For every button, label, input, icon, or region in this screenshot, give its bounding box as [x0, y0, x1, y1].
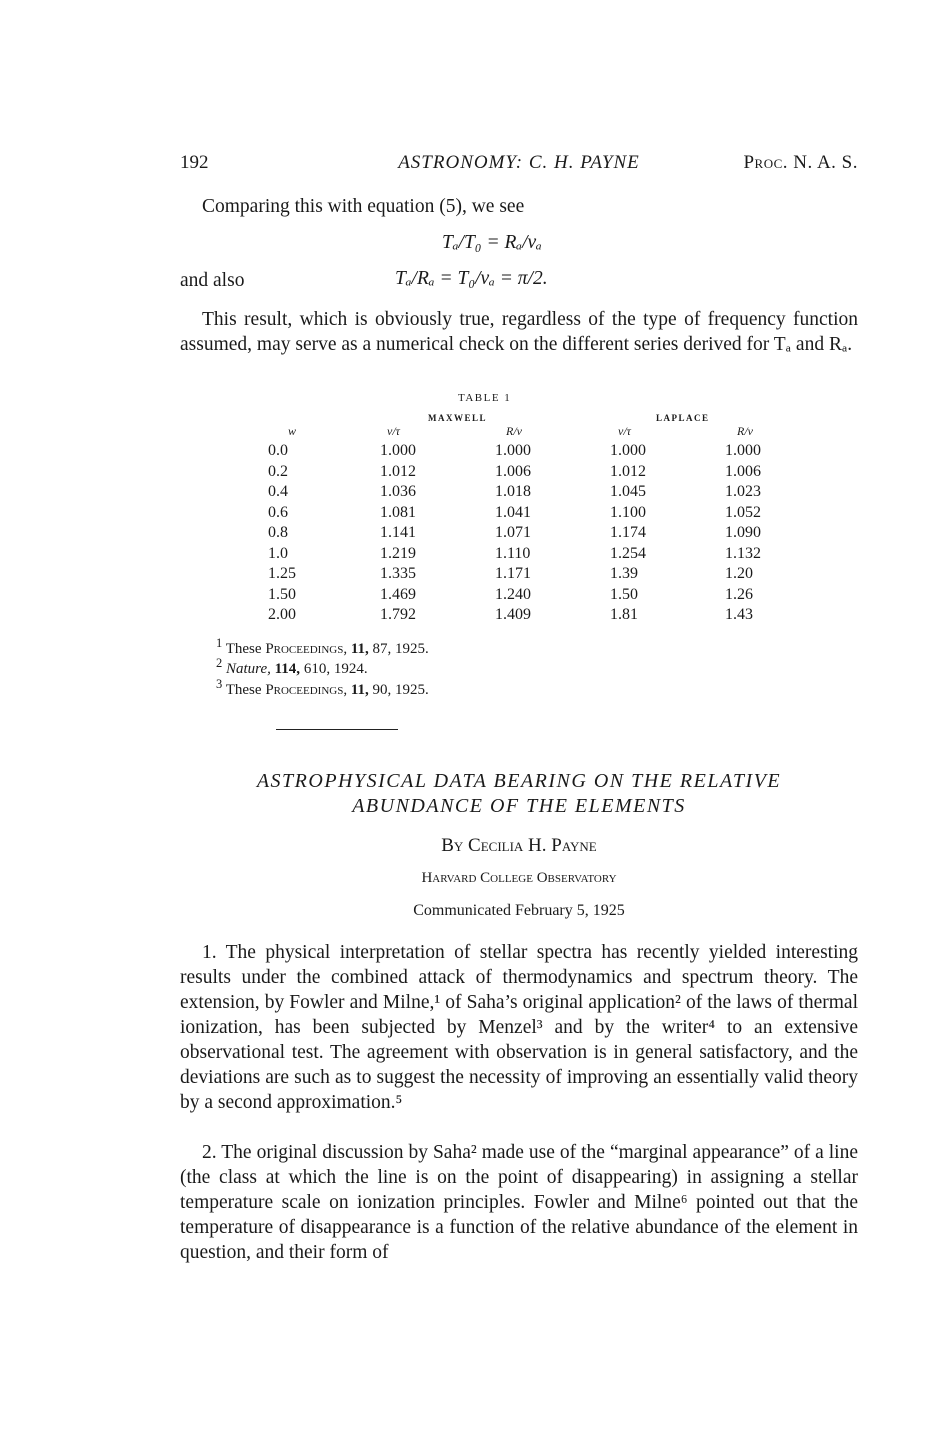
table-cell-w: 1.25	[268, 565, 296, 582]
data-table	[268, 441, 805, 626]
table-cell-lr: 1.090	[725, 524, 761, 541]
equation-2: Tₐ/Rₐ = T₀/vₐ = π/2.	[395, 268, 548, 289]
table-cell-mv: 1.219	[380, 544, 416, 562]
equation-1: Tₐ/T₀ = Rₐ/vₐ	[442, 232, 542, 253]
table-cell-mv: 1.081	[380, 503, 416, 521]
page-number: 192	[180, 152, 209, 173]
table-row	[268, 564, 805, 585]
table-row	[268, 544, 805, 565]
table-cell-w: 0.8	[268, 524, 288, 541]
footnote-2: $^2$ Nature, 114, 610, 1924.	[216, 656, 368, 677]
paragraph-2: 2. The original discussion by Saha² made use of the “marginal appearance” of a line (the class at which the line is on the point of disappearing) in assigning a stellar temperature scale on ionization principles. Fowler and Milne⁶ pointed out that the temperature of disappearance is a function of the relative abundance of the element in question, and their form of	[180, 1142, 858, 1263]
affiliation: Harvard College Observatory	[421, 870, 617, 886]
table-cell-mv: 1.012	[380, 462, 416, 480]
table-cell-mv: 1.036	[380, 483, 416, 500]
table-caption: TABLE 1	[458, 392, 512, 404]
table-cell-mr: 1.171	[495, 565, 531, 582]
col-header-w: w	[288, 424, 297, 438]
table-cell-lr: 1.052	[725, 503, 761, 521]
table-cell-lv: 1.39	[610, 565, 638, 582]
article-title: ASTROPHYSICAL DATA BEARING ON THE RELATIVE ABUNDANCE OF THE ELEMENTS	[256, 770, 782, 817]
table-cell-mr: 1.110	[495, 544, 531, 562]
table-cell-mr: 1.018	[495, 483, 531, 500]
table-cell-mr: 1.006	[495, 462, 531, 480]
communicated-date: Communicated February 5, 1925	[413, 902, 625, 919]
table-cell-lr: 1.006	[725, 462, 761, 480]
intro-lead: Comparing this with equation (5), we see	[202, 196, 525, 217]
table-cell-w: 0.0	[268, 442, 288, 459]
table-cell-mv: 1.469	[380, 585, 416, 603]
footnote-1: $^1$ These Proceedings, 11, 87, 1925.	[216, 636, 429, 657]
table-row	[268, 482, 805, 503]
table-row	[268, 585, 805, 606]
table-cell-lv: 1.000	[610, 442, 646, 459]
table-cell-mr: 1.000	[495, 442, 531, 459]
table-cell-lv: 1.012	[610, 462, 646, 480]
laplace-heading: LAPLACE	[656, 413, 710, 423]
footnote-3: $^3$ These Proceedings, 11, 90, 1925.	[216, 677, 429, 698]
table-cell-w: 0.4	[268, 483, 288, 500]
table-cell-mr: 1.409	[495, 606, 531, 623]
table-cell-mr: 1.041	[495, 503, 531, 521]
col-header-maxwell-vt: v/τ	[387, 424, 400, 438]
table-cell-mv: 1.792	[380, 606, 416, 623]
byline: By Cecilia H. Payne	[441, 835, 597, 856]
table-cell-lr: 1.20	[725, 565, 753, 582]
table-cell-mr: 1.071	[495, 524, 531, 541]
table-cell-lr: 1.26	[725, 585, 753, 603]
table-row	[268, 605, 805, 626]
table-cell-lr: 1.023	[725, 483, 761, 500]
running-title: ASTRONOMY: C. H. PAYNE	[398, 152, 640, 173]
table-cell-lv: 1.50	[610, 585, 638, 603]
table-cell-lv: 1.254	[610, 544, 646, 562]
table-row	[268, 441, 805, 462]
table-row	[268, 503, 805, 524]
intro-paragraph: This result, which is obviously true, regardless of the type of frequency function assumed, may serve as a numerical check on the different series derived for Tₐ and Rₐ.	[180, 309, 858, 355]
table-row	[268, 462, 805, 483]
paragraph-1: 1. The physical interpretation of stellar spectra has recently yielded interesting results under the combined attack of thermodynamics and spectrum theory. The extension, by Fowler and Milne,¹ of Saha’s original application² of the laws of thermal ionization, has been subjected by Menzel³ and by the writer⁴ to an extensive observational test. The agreement with observation is in general satisfactory, and the deviations are such as to suggest the necessity of improving an essentially valid theory by a second approximation.⁵	[180, 942, 858, 1113]
col-header-maxwell-rv: R/v	[506, 424, 522, 438]
table-cell-w: 0.6	[268, 503, 288, 521]
col-header-laplace-vt: v/τ	[618, 424, 631, 438]
maxwell-heading: MAXWELL	[428, 413, 488, 423]
running-header	[180, 152, 858, 176]
table-cell-lv: 1.81	[610, 606, 638, 623]
and-also-label: and also	[180, 270, 245, 291]
table-cell-w: 1.0	[268, 544, 288, 562]
table-cell-mv: 1.000	[380, 442, 416, 459]
table-cell-mv: 1.141	[380, 524, 416, 541]
table-cell-lv: 1.174	[610, 524, 646, 541]
journal-name: Proc. N. A. S.	[743, 152, 858, 173]
table-cell-lr: 1.43	[725, 606, 753, 623]
table-cell-lv: 1.100	[610, 503, 646, 521]
table-cell-mv: 1.335	[380, 565, 416, 582]
table-cell-lv: 1.045	[610, 483, 646, 500]
table-cell-mr: 1.240	[495, 585, 531, 603]
table-cell-lr: 1.132	[725, 544, 761, 562]
table-row	[268, 523, 805, 544]
table-cell-lr: 1.000	[725, 442, 761, 459]
col-header-laplace-rv: R/v	[737, 424, 753, 438]
table-cell-w: 2.00	[268, 606, 296, 623]
table-cell-w: 1.50	[268, 585, 296, 603]
table-cell-w: 0.2	[268, 462, 288, 480]
section-divider	[276, 729, 398, 730]
